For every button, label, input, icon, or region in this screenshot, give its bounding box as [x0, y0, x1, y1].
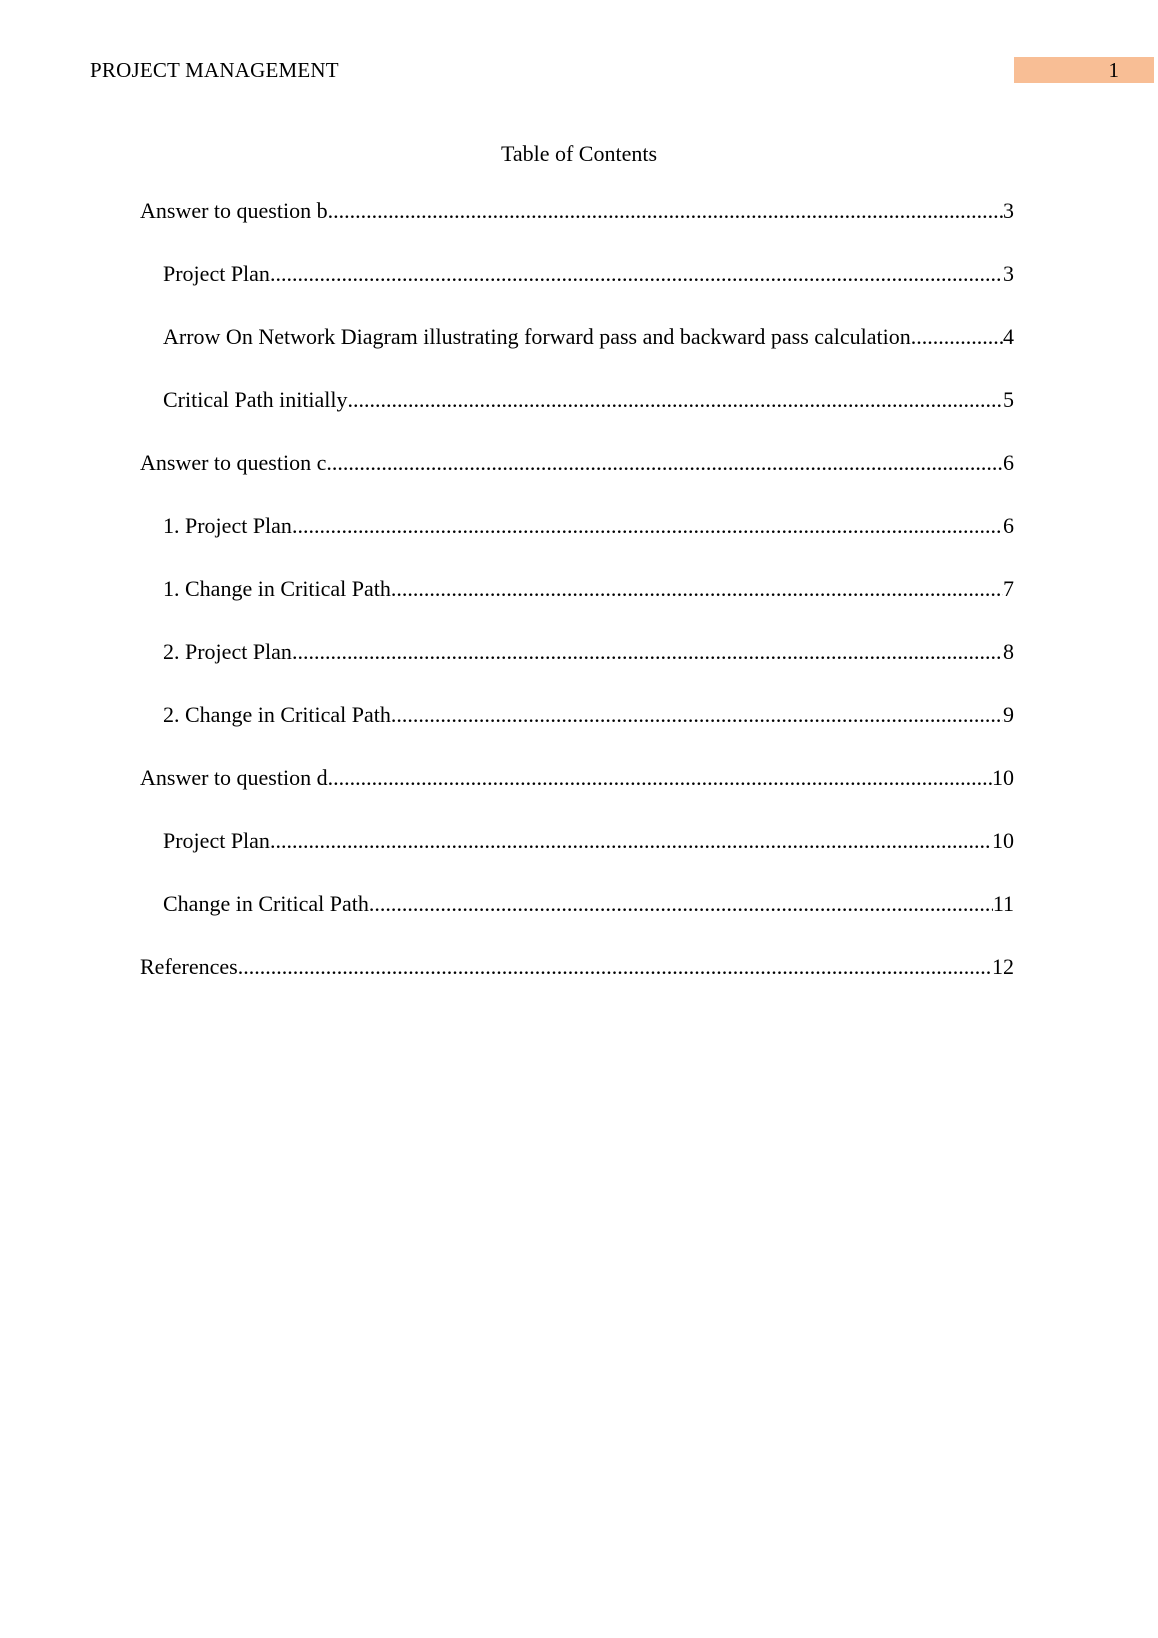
toc-dot-leader	[391, 574, 1003, 604]
toc-entry-change-critical-path-1[interactable]	[140, 574, 1014, 637]
toc-entry-critical-path-initially[interactable]	[140, 385, 1014, 448]
toc-entry-arrow-network-diagram[interactable]	[140, 322, 1014, 385]
toc-heading: Table of Contents	[500, 141, 658, 166]
toc-entry-references[interactable]	[140, 952, 1014, 1015]
toc-entry-label: Answer to question b	[140, 198, 328, 223]
toc-entry-page: 3	[1003, 261, 1014, 286]
toc-entry-page: 6	[1003, 450, 1014, 475]
toc-dot-leader	[328, 763, 992, 793]
toc-entry-label: Critical Path initially	[163, 387, 348, 412]
toc-entry-label: Answer to question d	[140, 765, 328, 790]
toc-entry-page: 6	[1003, 513, 1014, 538]
toc-dot-leader	[292, 637, 1003, 667]
toc-entry-page: 5	[1003, 387, 1014, 412]
toc-entry-page: 4	[1003, 324, 1014, 349]
toc-entry-label: 2. Project Plan	[163, 639, 292, 664]
toc-dot-leader	[326, 448, 1003, 478]
toc-entry-project-plan-d[interactable]	[140, 826, 1014, 889]
toc-entry-page: 7	[1003, 576, 1014, 601]
toc-entry-change-critical-path-d[interactable]	[140, 889, 1014, 952]
toc-entry-label: Project Plan	[163, 261, 270, 286]
toc-entry-project-plan-2[interactable]	[140, 637, 1014, 700]
toc-dot-leader	[270, 826, 992, 856]
toc-entry-label: 1. Project Plan	[163, 513, 292, 538]
toc-entry-page: 3	[1003, 198, 1014, 223]
toc-entry-project-plan-b[interactable]	[140, 259, 1014, 322]
toc-entry-label: References	[140, 954, 238, 979]
toc-entry-answer-c[interactable]	[140, 448, 1014, 511]
toc-entry-label: Change in Critical Path	[163, 891, 369, 916]
toc-entry-page: 11	[992, 891, 1014, 916]
toc-entry-change-critical-path-2[interactable]	[140, 700, 1014, 763]
toc-entry-label: Arrow On Network Diagram illustrating forward pass and backward pass calculation	[163, 324, 911, 349]
toc-entry-project-plan-1[interactable]	[140, 511, 1014, 574]
toc-dot-leader	[292, 511, 1003, 541]
toc-entry-answer-b[interactable]	[140, 196, 1014, 259]
toc-dot-leader	[369, 889, 993, 919]
toc-entry-label: Project Plan	[163, 828, 270, 853]
page-number: 1	[1014, 57, 1154, 83]
toc-dot-leader	[911, 322, 1003, 352]
toc-dot-leader	[391, 700, 1003, 730]
toc-entry-page: 10	[992, 765, 1014, 790]
toc-entry-page: 9	[1003, 702, 1014, 727]
toc-dot-leader	[238, 952, 992, 982]
toc-entry-page: 8	[1003, 639, 1014, 664]
toc-entry-label: 2. Change in Critical Path	[163, 702, 391, 727]
toc-entry-page: 10	[992, 828, 1014, 853]
toc-dot-leader	[328, 196, 1003, 226]
running-header-title: PROJECT MANAGEMENT	[90, 58, 339, 82]
toc-entry-page: 12	[992, 954, 1014, 979]
toc-dot-leader	[348, 385, 1003, 415]
toc-dot-leader	[270, 259, 1003, 289]
toc-entry-label: Answer to question c	[140, 450, 327, 475]
toc-entry-answer-d[interactable]	[140, 763, 1014, 826]
table-of-contents	[140, 196, 1014, 1015]
toc-entry-label: 1. Change in Critical Path	[163, 576, 391, 601]
